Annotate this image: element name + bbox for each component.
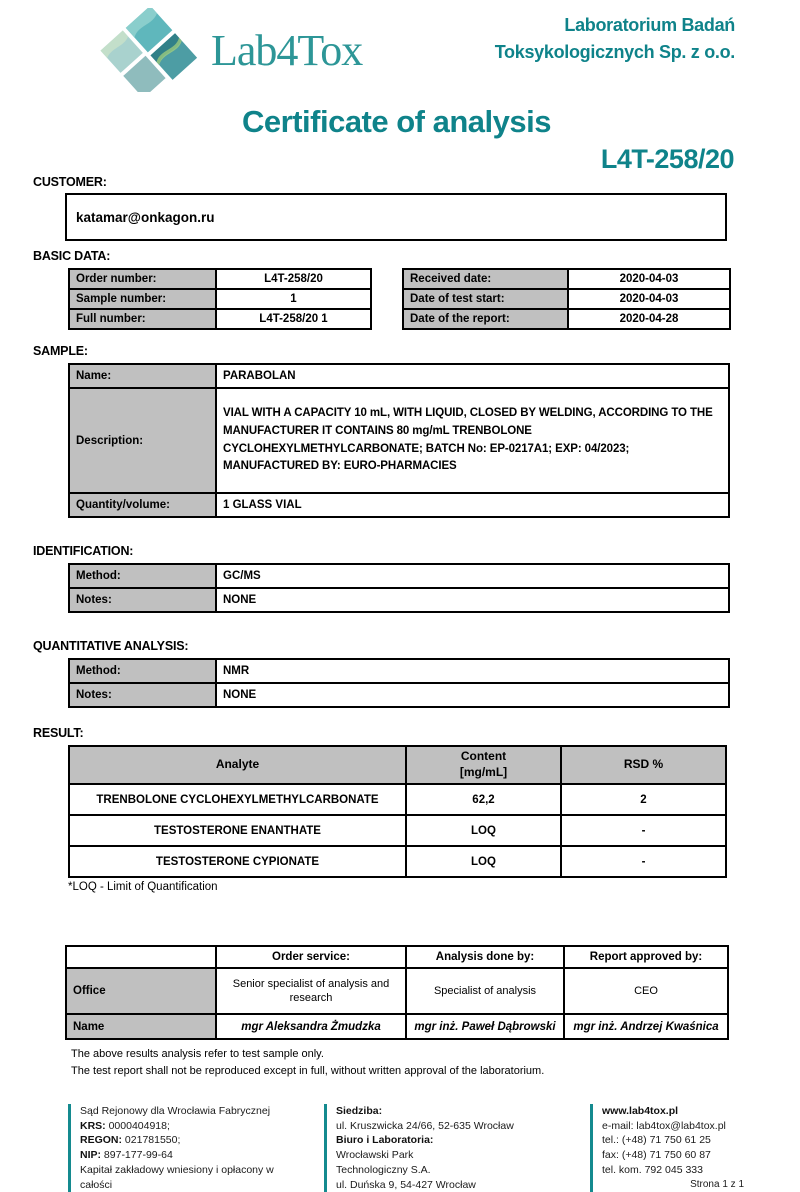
footer-siedziba-label: Siedziba:: [336, 1105, 383, 1118]
table-row: [69, 815, 726, 846]
quantitative-method-value: NMR: [216, 659, 729, 683]
page-title: Certificate of analysis: [242, 104, 551, 139]
footer-krs: KRS: 0000404918;: [80, 1119, 170, 1132]
footer-biuro-label: Biuro i Laboratoria:: [336, 1134, 434, 1147]
test-start-label: Date of test start:: [403, 289, 568, 309]
footer-capital: Kapitał zakładowy wniesiony i opłacony w całości: [80, 1163, 274, 1191]
signatures-col-approved: Report approved by:: [564, 946, 728, 968]
footer-fax: fax: (+48) 71 750 60 87: [602, 1149, 711, 1162]
sample-number-value: 1: [216, 289, 371, 309]
footer-biuro-line2: Technologiczny S.A.: [336, 1163, 431, 1176]
table-row: [69, 683, 729, 707]
identification-method-label: Method:: [69, 564, 216, 588]
table-row: [66, 1014, 728, 1039]
quantitative-heading: QUANTITATIVE ANALYSIS:: [33, 639, 189, 653]
result-rsd: -: [561, 846, 726, 877]
footer-biuro-line1: Wrocławski Park: [336, 1149, 414, 1162]
table-row: [69, 388, 729, 493]
full-number-value: L4T-258/20 1: [216, 309, 371, 329]
result-header-row: [69, 746, 726, 784]
result-analyte: TRENBOLONE CYCLOHEXYLMETHYLCARBONATE: [69, 784, 406, 815]
name-order-service: mgr Aleksandra Żmudzka: [216, 1014, 406, 1039]
table-row: [403, 269, 730, 289]
footer-contact-column: [590, 1104, 748, 1192]
sample-name-value: PARABOLAN: [216, 364, 729, 388]
footer-registry-column: [68, 1104, 306, 1192]
received-date-label: Received date:: [403, 269, 568, 289]
page-number: Strona 1 z 1: [690, 1178, 744, 1190]
sample-quantity-label: Quantity/volume:: [69, 493, 216, 517]
table-row: [69, 588, 729, 612]
company-line1: Laboratorium Badań: [564, 15, 735, 35]
result-analyte: TESTOSTERONE ENANTHATE: [69, 815, 406, 846]
name-approved: mgr inż. Andrzej Kwaśnica: [564, 1014, 728, 1039]
document-header: [33, 0, 760, 100]
sample-name-label: Name:: [69, 364, 216, 388]
order-number-label: Order number:: [69, 269, 216, 289]
table-row: [69, 493, 729, 517]
identification-notes-label: Notes:: [69, 588, 216, 612]
basic-data-right-table: [402, 268, 731, 330]
result-content: 62,2: [406, 784, 561, 815]
basic-data-heading: BASIC DATA:: [33, 249, 111, 263]
table-row: [69, 659, 729, 683]
table-row: [403, 289, 730, 309]
result-heading: RESULT:: [33, 726, 84, 740]
company-name: [495, 12, 735, 66]
order-number-value: L4T-258/20: [216, 269, 371, 289]
footer-nip: NIP: 897-177-99-64: [80, 1149, 173, 1162]
result-col-content-line1: Content: [460, 749, 507, 764]
footer-court: Sąd Rejonowy dla Wrocławia Fabrycznej: [80, 1105, 271, 1118]
sample-quantity-value: 1 GLASS VIAL: [216, 493, 729, 517]
sample-description-label: Description:: [69, 388, 216, 493]
full-number-label: Full number:: [69, 309, 216, 329]
table-row: [66, 968, 728, 1014]
disclaimer-line1: The above results analysis refer to test sample only.: [71, 1048, 324, 1060]
disclaimer: [71, 1046, 760, 1080]
sample-description-value: VIAL WITH A CAPACITY 10 mL, WITH LIQUID, CLOSED BY WELDING, ACCORDING TO THE MANUFACTURER IT CONTAINS 80 mg/mL TRENBOLONE CYCLOHEXYLMETHYLCARBONATE; BATCH No: EP-0217A1; EXP: 04/2023; MANUFACTURED BY: EURO-PHARMACIES: [216, 388, 729, 493]
result-rsd: 2: [561, 784, 726, 815]
loq-footnote: *LOQ - Limit of Quantification: [68, 881, 218, 893]
table-row: [69, 269, 371, 289]
sample-table: [68, 363, 730, 518]
company-line2: Toksykologicznych Sp. z o.o.: [494, 42, 735, 62]
result-content: LOQ: [406, 846, 561, 877]
table-row: [69, 289, 371, 309]
quantitative-notes-value: NONE: [216, 683, 729, 707]
logo-wordmark: Lab4Tox: [211, 25, 363, 75]
footer-website: www.lab4tox.pl: [602, 1105, 679, 1118]
identification-table: [68, 563, 730, 613]
lab4tox-logo: [83, 8, 362, 92]
office-order-service: Senior specialist of analysis and research: [216, 968, 406, 1014]
report-date-label: Date of the report:: [403, 309, 568, 329]
quantitative-table: [68, 658, 730, 708]
signatures-table: [65, 945, 729, 1040]
footer-email: e-mail: lab4tox@lab4tox.pl: [602, 1119, 726, 1132]
report-date-value: 2020-04-28: [568, 309, 730, 329]
table-row: [69, 564, 729, 588]
table-row: [69, 784, 726, 815]
name-analysis: mgr inż. Paweł Dąbrowski: [406, 1014, 564, 1039]
basic-data-tables: [68, 268, 760, 330]
result-col-rsd: RSD %: [561, 746, 726, 784]
identification-heading: IDENTIFICATION:: [33, 544, 134, 558]
customer-heading: CUSTOMER:: [33, 175, 107, 189]
disclaimer-line2: The test report shall not be reproduced except in full, without written approval of the laboratorium.: [71, 1065, 545, 1078]
table-row: [403, 309, 730, 329]
identification-notes-value: NONE: [216, 588, 729, 612]
signatures-col-analysis: Analysis done by:: [406, 946, 564, 968]
office-row-label: Office: [66, 968, 216, 1014]
footer-siedziba-address: ul. Kruszwicka 24/66, 52-635 Wrocław: [336, 1119, 514, 1132]
page-footer: [68, 1104, 760, 1192]
result-col-content: [406, 746, 561, 784]
footer-address-column: [324, 1104, 572, 1192]
table-row: [69, 309, 371, 329]
test-start-value: 2020-04-03: [568, 289, 730, 309]
quantitative-notes-label: Notes:: [69, 683, 216, 707]
office-approved: CEO: [564, 968, 728, 1014]
signatures-col-order: Order service:: [216, 946, 406, 968]
signatures-empty-cell: [66, 946, 216, 968]
sample-heading: SAMPLE:: [33, 344, 88, 358]
result-table: [68, 745, 727, 878]
result-analyte: TESTOSTERONE CYPIONATE: [69, 846, 406, 877]
customer-box: [65, 193, 727, 241]
report-number: L4T-258/20: [600, 144, 734, 174]
result-rsd: -: [561, 815, 726, 846]
footer-phone: tel.: (+48) 71 750 61 25: [602, 1134, 711, 1147]
quantitative-method-label: Method:: [69, 659, 216, 683]
footer-biuro-line3: ul. Duńska 9, 54-427 Wrocław: [336, 1178, 476, 1191]
footer-mobile: tel. kom. 792 045 333: [602, 1163, 703, 1176]
signatures-header-row: [66, 946, 728, 968]
lab4tox-logo-icon: [83, 8, 205, 92]
identification-method-value: GC/MS: [216, 564, 729, 588]
table-row: [69, 846, 726, 877]
sample-number-label: Sample number:: [69, 289, 216, 309]
result-col-analyte: Analyte: [69, 746, 406, 784]
basic-data-left-table: [68, 268, 372, 330]
name-row-label: Name: [66, 1014, 216, 1039]
result-content: LOQ: [406, 815, 561, 846]
result-col-content-line2: [mg/mL]: [459, 765, 508, 779]
customer-value: katamar@onkagon.ru: [76, 209, 215, 225]
footer-regon: REGON: 021781550;: [80, 1134, 181, 1147]
table-row: [69, 364, 729, 388]
office-analysis: Specialist of analysis: [406, 968, 564, 1014]
received-date-value: 2020-04-03: [568, 269, 730, 289]
